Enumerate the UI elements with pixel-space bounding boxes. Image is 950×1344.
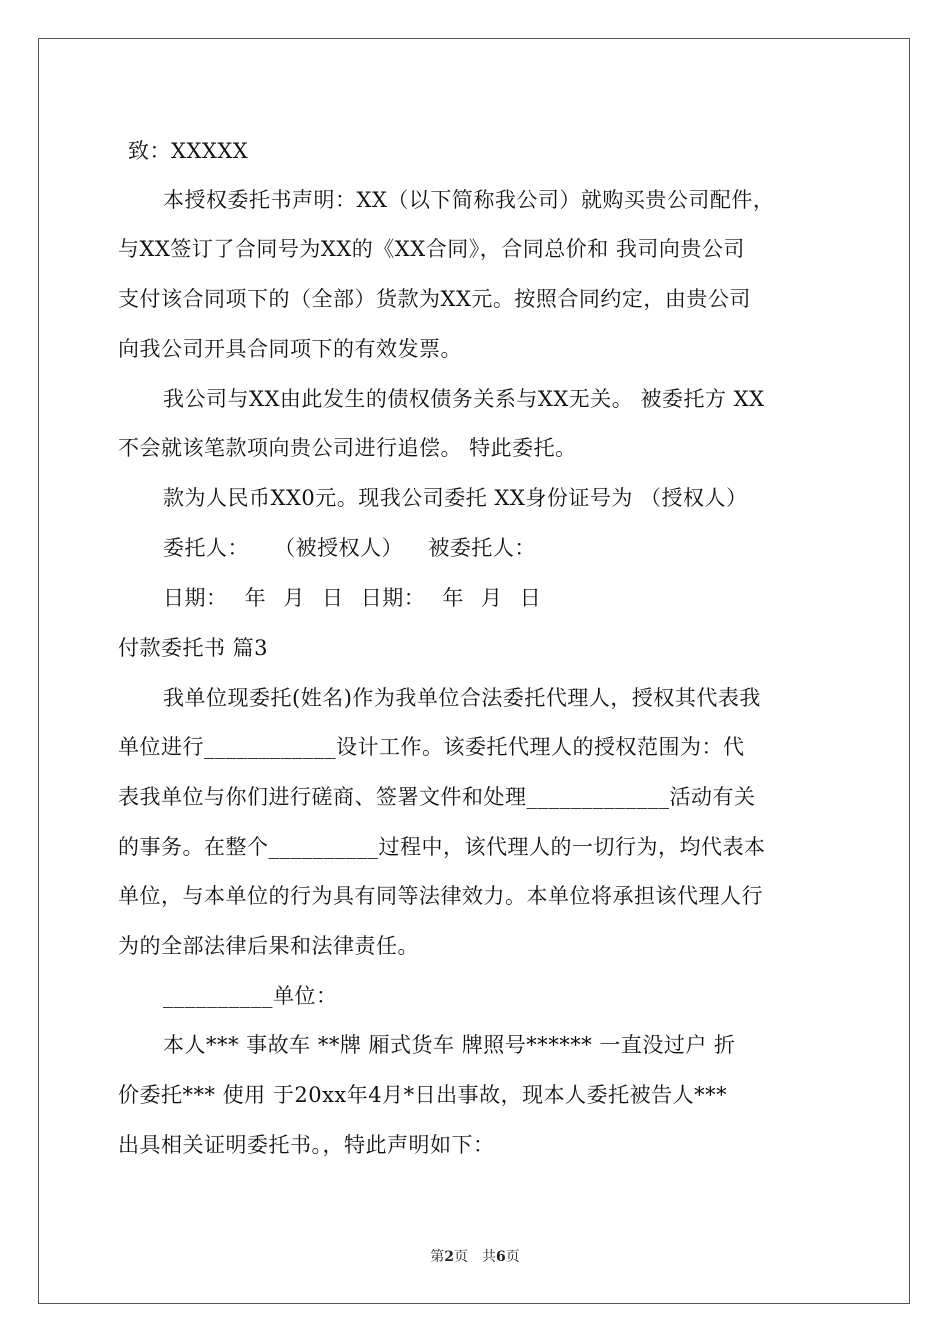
page-border: [38, 38, 910, 1304]
paragraph-line: 的事务。在整个__________过程中，该代理人的一切行为，均代表本: [118, 835, 766, 859]
paragraph-line: 为的全部法律后果和法律责任。: [118, 934, 419, 958]
page-total: 6: [496, 1249, 506, 1265]
footer-text: 页 共: [454, 1249, 496, 1265]
paragraph-line: 向我公司开具合同项下的有效发票。: [118, 337, 462, 361]
paragraph-line: 本人*** 事故车 **牌 厢式货车 牌照号****** 一直没过户 折: [163, 1033, 736, 1057]
signature-line: 委托人： （被授权人） 被委托人：: [163, 536, 536, 560]
paragraph-line: 本授权委托书声明：XX（以下简称我公司）就购买贵公司配件，: [163, 188, 775, 212]
unit-signature-line: __________单位：: [163, 984, 338, 1008]
paragraph-line: 不会就该笔款项向贵公司进行追偿。 特此委托。: [118, 436, 577, 460]
paragraph-line: 我单位现委托(姓名)作为我单位合法委托代理人，授权其代表我: [163, 686, 761, 710]
page-footer: [0, 1246, 950, 1266]
paragraph-line: 与XX签订了合同号为XX的《XX合同》，合同总价和 我司向贵公司: [118, 237, 745, 261]
addressee-line: 致：XXXXX: [128, 139, 249, 163]
footer-text: 第: [430, 1249, 445, 1265]
paragraph-line: 表我单位与你们进行磋商、签署文件和处理_____________活动有关: [118, 785, 756, 809]
paragraph-line: 我公司与XX由此发生的债权债务关系与XX无关。 被委托方 XX: [163, 387, 765, 411]
paragraph-line: 支付该合同项下的（全部）货款为XX元。按照合同约定，由贵公司: [118, 287, 751, 311]
paragraph-line: 出具相关证明委托书。，特此声明如下：: [118, 1133, 495, 1157]
paragraph-line: 单位进行____________设计工作。该委托代理人的授权范围为：代: [118, 735, 745, 759]
paragraph-line: 款为人民币XX0元。现我公司委托 XX身份证号为 （授权人）: [163, 486, 748, 510]
paragraph-line: 单位，与本单位的行为具有同等法律效力。本单位将承担该代理人行: [118, 884, 763, 908]
section-heading: 付款委托书 篇3: [118, 636, 269, 660]
footer-text: 页: [505, 1249, 520, 1265]
paragraph-line: 价委托*** 使用 于20xx年4月*日出事故，现本人委托被告人***: [118, 1083, 728, 1107]
date-line: 日期： 年 月 日 日期： 年 月 日: [163, 586, 542, 610]
page-number: 2: [444, 1249, 454, 1265]
